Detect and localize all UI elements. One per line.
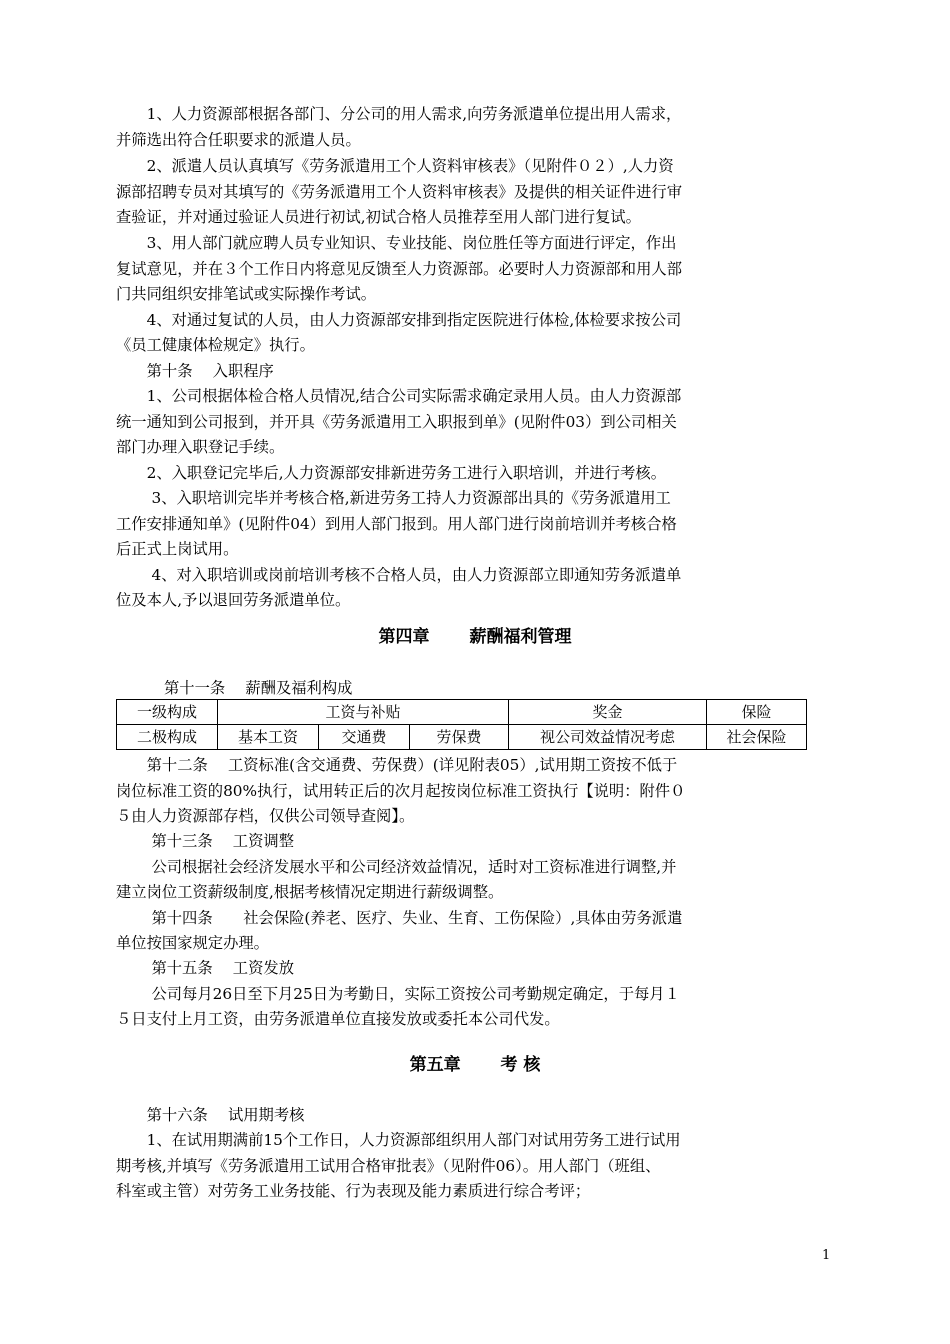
paragraph-line: 建立岗位工资薪级制度,根据考核情况定期进行薪级调整。 [116, 883, 504, 901]
paragraph-line: 3、用人部门就应聘人员专业知识、专业技能、岗位胜任等方面进行评定，作出 [116, 234, 677, 252]
paragraph-line: 门共同组织安排笔试或实际操作考试。 [116, 285, 377, 303]
paragraph-line: ５由人力资源部存档，仅供公司领导查阅】。 [116, 807, 415, 825]
table-cell: 交通费 [319, 725, 410, 750]
chapter-heading: 第四章 薪酬福利管理 [378, 627, 572, 647]
paragraph-line: 查验证，并对通过验证人员进行初试,初试合格人员推荐至用人部门进行复试。 [116, 208, 641, 226]
paragraph-line: 4、对通过复试的人员，由人力资源部安排到指定医院进行体检,体检要求按公司 [116, 311, 682, 329]
paragraph-line: 1、在试用期满前15个工作日，人力资源部组织用人部门对试用劳务工进行试用 [116, 1131, 681, 1149]
paragraph-line: 统一通知到公司报到，并开具《劳务派遣用工入职报到单》(见附件03）到公司相关 [116, 413, 677, 431]
article-heading: 第十六条 试用期考核 [116, 1106, 305, 1124]
paragraph-line: 岗位标准工资的80%执行，试用转正后的次月起按岗位标准工资执行【说明：附件０ [116, 782, 686, 800]
paragraph-line: 2、派遣人员认真填写《劳务派遣用工个人资料审核表》（见附件０２）,人力资 [116, 157, 674, 175]
table-cell: 一级构成 [117, 700, 218, 725]
paragraph-line: 第十四条 社会保险(养老、医疗、失业、生育、工伤保险）,具体由劳务派遣 [116, 909, 683, 927]
paragraph-line: 4、对入职培训或岗前培训考核不合格人员，由人力资源部立即通知劳务派遣单 [116, 566, 682, 584]
table-cell: 劳保费 [410, 725, 509, 750]
paragraph-line: 期考核,并填写《劳务派遣用工试用合格审批表》（见附件06）。用人部门（班组、 [116, 1157, 661, 1175]
chapter-heading: 第五章 考 核 [409, 1055, 541, 1075]
table-cell: 奖金 [509, 700, 707, 725]
paragraph-line: 公司根据社会经济发展水平和公司经济效益情况，适时对工资标准进行调整,并 [116, 858, 677, 876]
table-cell: 保险 [707, 700, 807, 725]
table-cell: 工资与补贴 [218, 700, 509, 725]
table-row [117, 700, 807, 725]
paragraph-line: 1、人力资源部根据各部门、分公司的用人需求,向劳务派遣单位提出用人需求， [116, 105, 682, 123]
table-cell: 视公司效益情况考虑 [509, 725, 707, 750]
paragraph-line: ５日支付上月工资，由劳务派遣单位直接发放或委托本公司代发。 [116, 1010, 560, 1028]
paragraph-line: 2、入职登记完毕后,人力资源部安排新进劳务工进行入职培训，并进行考核。 [116, 464, 666, 482]
paragraph-line: 工作安排通知单》(见附件04）到用人部门报到。用人部门进行岗前培训并考核合格 [116, 515, 677, 533]
paragraph-line: 第十二条 工资标准(含交通费、劳保费）(详见附表05）,试用期工资按不低于 [116, 756, 678, 774]
table-cell: 基本工资 [218, 725, 319, 750]
paragraph-line: 源部招聘专员对其填写的《劳务派遣用工个人资料审核表》及提供的相关证件进行审 [116, 183, 682, 201]
paragraph-line: 位及本人,予以退回劳务派遣单位。 [116, 591, 351, 609]
paragraph-line: 单位按国家规定办理。 [116, 934, 269, 952]
article-heading: 第十条 入职程序 [116, 362, 274, 380]
paragraph-line: 后正式上岗试用。 [116, 540, 239, 558]
salary-structure-table [116, 699, 807, 750]
paragraph-line: 复试意见，并在３个工作日内将意见反馈至人力资源部。必要时人力资源部和用人部 [116, 260, 682, 278]
paragraph-line: 1、公司根据体检合格人员情况,结合公司实际需求确定录用人员。由人力资源部 [116, 387, 682, 405]
article-heading: 第十一条 薪酬及福利构成 [164, 679, 353, 697]
article-heading: 第十三条 工资调整 [116, 832, 294, 850]
paragraph-line: 公司每月26日至下月25日为考勤日，实际工资按公司考勤规定确定，于每月１ [116, 985, 680, 1003]
paragraph-line: 部门办理入职登记手续。 [116, 438, 285, 456]
page-number: 1 [822, 1248, 831, 1263]
paragraph-line: 科室或主管）对劳务工业务技能、行为表现及能力素质进行综合考评； [116, 1182, 591, 1200]
paragraph-line: 《员工健康体检规定》执行。 [116, 336, 315, 354]
paragraph-line: 并筛选出符合任职要求的派遣人员。 [116, 131, 361, 149]
table-cell: 社会保险 [707, 725, 807, 750]
table-cell: 二极构成 [117, 725, 218, 750]
table-row [117, 725, 807, 750]
paragraph-line: 3、入职培训完毕并考核合格,新进劳务工持人力资源部出具的《劳务派遣用工 [116, 489, 671, 507]
article-heading: 第十五条 工资发放 [116, 959, 294, 977]
